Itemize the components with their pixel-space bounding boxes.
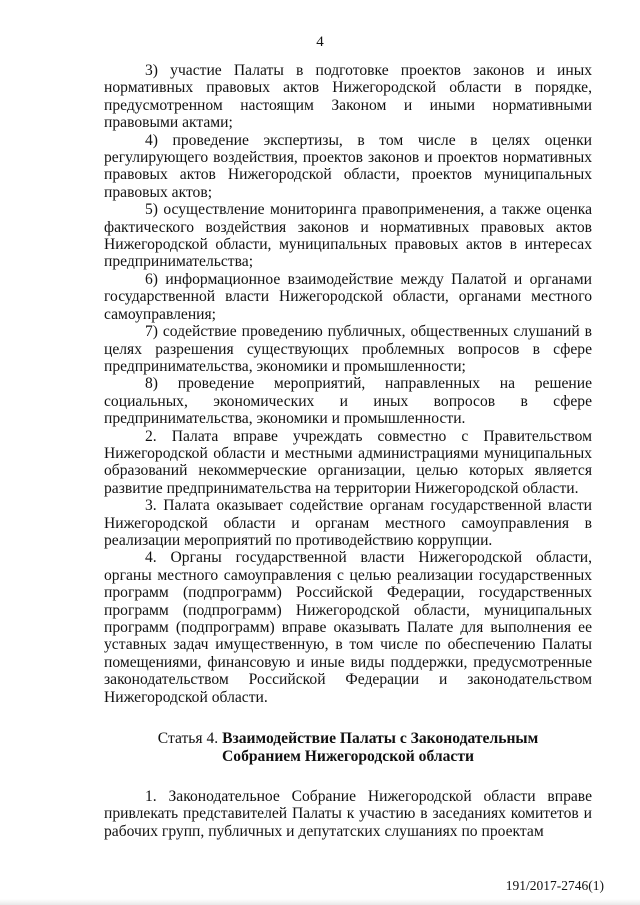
paragraph-item-6: 6) информационное взаимодействие между Палатой и органами государственной власти Нижегородской области, органами местного самоуправления; [104, 270, 592, 323]
scan-edge [0, 899, 640, 905]
paragraph-part-3: 3. Палата оказывает содействие органам государственной власти Нижегородской области и органам местного самоуправления в реализации мероприятий по противодействию коррупции. [104, 497, 592, 549]
paragraph-item-4: 4) проведение экспертизы, в том числе в целях оценки регулирующего воздействия, проектов законов и проектов нормативных правовых актов Нижегородской области, проектов муниципальных правовых актов; [104, 131, 592, 201]
paragraph-part-4: 4. Органы государственной власти Нижегородской области, органы местного самоуправления с целью реализации государственных программ (подпрограмм) Российской Федерации, государственных программ (подпрограмм) Нижегородской области, муниципальных программ (подпрограмм) вправе оказывать Палате для выполнения ее уставных задач имущественную, в том числе по обеспечению Палаты помещениями, финансовую и иные виды поддержки, предусмотренные законодательством Российской Федерации и законодательством Нижегородской области. [104, 549, 592, 706]
article-title-line2: Собранием Нижегородской области [222, 748, 474, 766]
document-number: 191/2017-2746(1) [505, 878, 604, 893]
paragraph-item-7: 7) содействие проведению публичных, общественных слушаний в целях разрешения существующих проблемных вопросов в сфере предпринимательства, экономики и промышленности; [104, 323, 592, 375]
page-number: 4 [316, 34, 324, 50]
paragraph-part-2: 2. Палата вправе учреждать совместно с Правительством Нижегородской области и местными администрациями муниципальных образований некоммерческие организации, целью которых является развитие предпринимательства на территории Нижегородской области. [104, 427, 592, 497]
paragraph-item-5: 5) осуществление мониторинга правоприменения, а также оценка фактического воздействия законов и нормативных правовых актов Нижегородской области, муниципальных правовых актов в интересах предпринимательства; [104, 201, 592, 271]
paragraph-item-8: 8) проведение мероприятий, направленных на решение социальных, экономических и иных вопросов в сфере предпринимательства, экономики и промышленности. [104, 375, 592, 428]
article-title-line1: Взаимодействие Палаты с Законодательным [222, 730, 539, 748]
article-paragraph-1: 1. Законодательное Собрание Нижегородской области вправе привлекать представителей Палаты к участию в заседаниях комитетов и рабочих групп, публичных и депутатских слушаниях по проектам [104, 788, 592, 840]
paragraph-item-3: 3) участие Палаты в подготовке проектов законов и иных нормативных правовых актов Нижегородской области в порядке, предусмотренном настоящим Законом и иными нормативными правовыми актами; [104, 62, 592, 132]
article-heading [104, 730, 592, 766]
document-body [104, 62, 592, 840]
article-label: Статья 4. [157, 730, 219, 748]
